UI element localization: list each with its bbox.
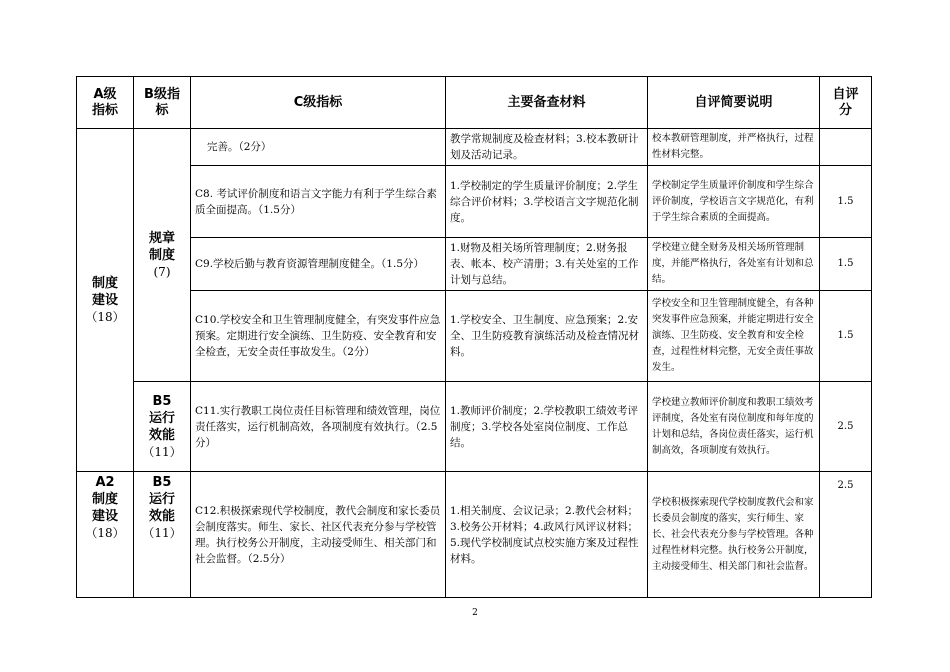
c-indicator: C8. 考试评价制度和语言文字能力有利于学生综合素质全面提高。（1.5分） bbox=[191, 166, 446, 238]
a-level-cell bbox=[77, 129, 134, 472]
score-cell: 1.5 bbox=[820, 166, 872, 238]
b5-points: （11） bbox=[142, 445, 182, 459]
materials-cell: 教学常规制度及检查材料；3.校本教研计划及活动记录。 bbox=[446, 129, 648, 166]
score-cell: 1.5 bbox=[820, 291, 872, 382]
c-indicator: C11.实行教职工岗位责任目标管理和绩效管理，岗位责任落实，运行机制高效，各项制度有效执行。（2.5分） bbox=[191, 382, 446, 472]
b5-second-code: B5 bbox=[152, 475, 172, 490]
description-cell: 学校安全和卫生管理制度健全，有各种突发事件应急预案，并能定期进行安全演练、卫生防疫、安全教育和安全检查，过程性材料完整，无安全责任事故发生。 bbox=[648, 291, 820, 382]
b-level-rules-points: (7) bbox=[153, 265, 171, 279]
b5-second-title: 运行效能 bbox=[148, 492, 175, 524]
b-level-rules-cell bbox=[134, 129, 191, 382]
b5-second-cell bbox=[134, 472, 191, 598]
header-row bbox=[77, 77, 872, 129]
b5-title: 运行效能 bbox=[148, 411, 175, 443]
header-description: 自评简要说明 bbox=[648, 77, 820, 129]
materials-cell: 1.学校安全、卫生制度、应急预案；2.安全、卫生防疫教育演练活动及检查情况材料。 bbox=[446, 291, 648, 382]
table-row bbox=[77, 166, 872, 238]
materials-cell: 1.学校制定的学生质量评价制度；2.学生综合评价材料；3.学校语言文字规范化制度。 bbox=[446, 166, 648, 238]
materials-cell: 1.相关制度、会议记录；2.教代会材料；3.校务公开材料；4.政风行风评议材料；5.现代学校制度试点校实施方案及过程性材料。 bbox=[446, 472, 648, 598]
description-cell: 校本教研管理制度，并严格执行，过程性材料完整。 bbox=[648, 129, 820, 166]
b5-second-points: （11） bbox=[142, 526, 182, 540]
table-row bbox=[77, 382, 872, 472]
a2-code: A2 bbox=[95, 475, 115, 490]
header-a-level: A级指标 bbox=[77, 77, 134, 129]
c-indicator: C10.学校安全和卫生管理制度健全，有突发事件应急预案。定期进行安全演练、卫生防疫、安全教育和安全检查，无安全责任事故发生。（2分） bbox=[191, 291, 446, 382]
description-cell: 学校建立教师评价制度和教职工绩效考评制度，各处室有岗位制度和每年度的计划和总结，各岗位责任落实，运行机制高效，各项制度有效执行。 bbox=[648, 382, 820, 472]
header-c-level: C级指标 bbox=[191, 77, 446, 129]
evaluation-table bbox=[76, 76, 872, 598]
table-row bbox=[77, 472, 872, 598]
a-level-points: （18） bbox=[85, 310, 125, 324]
b-level-rules-title: 规章制度 bbox=[148, 231, 175, 263]
a2-cell bbox=[77, 472, 134, 598]
a2-points: （18） bbox=[85, 526, 125, 540]
score-cell: 1.5 bbox=[820, 238, 872, 291]
description-cell: 学校建立健全财务及相关场所管理制度，并能严格执行，各处室有计划和总结。 bbox=[648, 238, 820, 291]
materials-cell: 1.财物及相关场所管理制度；2.财务报表、帐本、校产清册；3.有关处室的工作计划与总结。 bbox=[446, 238, 648, 291]
a-level-title: 制度建设 bbox=[91, 276, 118, 308]
c-indicator: C12.积极探索现代学校制度，教代会制度和家长委员会制度落实。师生、家长、社区代表充分参与学校管理。执行校务公开制度，主动接受师生、相关部门和社会监督。（2.5分） bbox=[191, 472, 446, 598]
score-cell: 2.5 bbox=[820, 472, 872, 598]
table-row bbox=[77, 291, 872, 382]
table-row bbox=[77, 129, 872, 166]
table-row bbox=[77, 238, 872, 291]
description-cell: 学校制定学生质量评价制度和学生综合评价制度，学校语言文字规范化，有利于学生综合素质的全面提高。 bbox=[648, 166, 820, 238]
header-materials: 主要备查材料 bbox=[446, 77, 648, 129]
materials-cell: 1.教师评价制度；2.学校教职工绩效考评制度；3.学校各处室岗位制度、工作总结。 bbox=[446, 382, 648, 472]
b5-code: B5 bbox=[152, 394, 172, 409]
a2-title: 制度建设 bbox=[91, 492, 118, 524]
header-score: 自评分 bbox=[820, 77, 872, 129]
score-cell bbox=[820, 129, 872, 166]
c-indicator: C9.学校后勤与教育资源管理制度健全。（1.5分） bbox=[191, 238, 446, 291]
c-indicator: 完善。（2分） bbox=[191, 129, 446, 166]
score-cell: 2.5 bbox=[820, 382, 872, 472]
page-number: 2 bbox=[472, 608, 478, 618]
header-b-level: B级指标 bbox=[134, 77, 191, 129]
description-cell: 学校积极探索现代学校制度教代会和家长委员会制度的落实，实行师生、家长、社会代表充分参与学校管理。各种过程性材料完整。执行校务公开制度，主动接受师生、相关部门和社会监督。 bbox=[648, 472, 820, 598]
b5-cell bbox=[134, 382, 191, 472]
